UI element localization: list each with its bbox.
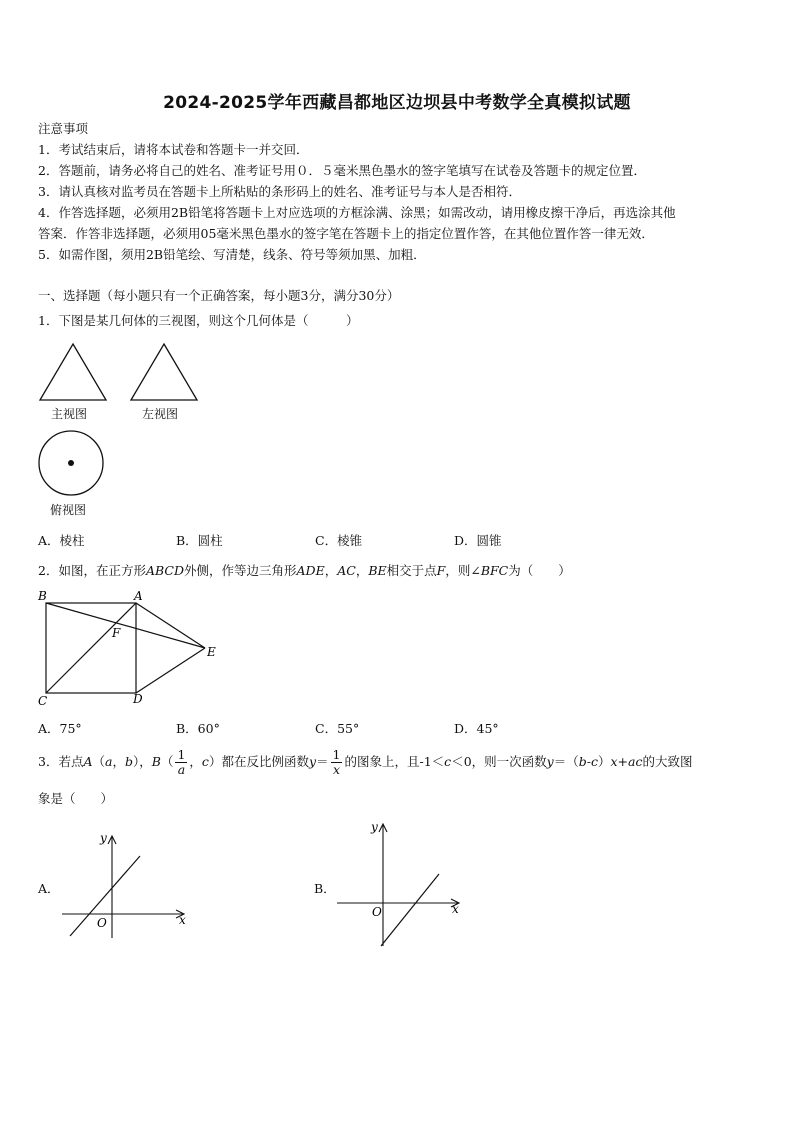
q2-option-d: D．45° bbox=[454, 721, 499, 736]
y-axis-label-b: y bbox=[371, 820, 378, 834]
note-item-5: 5．如需作图，须用2B铅笔绘、写清楚，线条、符号等须加黑、加粗． bbox=[38, 247, 426, 262]
q2-option-b: B．60° bbox=[176, 721, 220, 736]
left-view-label: 左视图 bbox=[142, 407, 179, 421]
section-heading: 一、选择题（每小题只有一个正确答案，每小题3分，满分30分） bbox=[38, 288, 400, 303]
graph-option-a bbox=[60, 830, 200, 945]
page-title: 2024-2025学年西藏昌都地区边坝县中考数学全真模拟试题 bbox=[163, 93, 631, 113]
square-triangle-diagram bbox=[30, 586, 230, 711]
q1-stem: 1．下图是某几何体的三视图，则这个几何体是（ ） bbox=[38, 313, 359, 328]
q3-stem: 3．若点A（a，b），B（ $\frac{1}{a}$ ，c）都在反比例函数y＝ $\frac{1}{x}$ 的图象上，且-1＜c＜0，则一次函数y＝（b-c）x+ac的大致图 bbox=[38, 747, 693, 777]
fraction-one-over-x: $\frac{1}{x}$ bbox=[332, 747, 341, 777]
q1-option-a: A．棱柱 bbox=[38, 533, 85, 548]
point-f-label: F bbox=[112, 626, 121, 640]
note-item-2: 2．答题前，请务必将自己的姓名、准考证号用０．５毫米黑色墨水的签字笔填写在试卷及答题卡的规定位置． bbox=[38, 163, 646, 178]
front-view-label: 主视图 bbox=[51, 407, 88, 421]
left-view-triangle bbox=[129, 342, 199, 402]
front-view-triangle bbox=[38, 342, 108, 402]
q1-option-b: B．圆柱 bbox=[176, 533, 223, 548]
note-item-4-cont: 答案．作答非选择题，必须用05毫米黑色墨水的签字笔在答题卡上的指定位置作答，在其他位置作答一律无效． bbox=[38, 226, 654, 241]
q1-option-c: C．棱锥 bbox=[315, 533, 363, 548]
notes-heading: 注意事项 bbox=[38, 121, 89, 136]
origin-label-b: O bbox=[372, 905, 382, 919]
note-item-1: 1．考试结束后，请将本试卷和答题卡一并交回． bbox=[38, 142, 309, 157]
note-item-4: 4．作答选择题，必须用2B铅笔将答题卡上对应选项的方框涂满、涂黑；如需改动，请用橡皮擦干净后，再选涂其他 bbox=[38, 205, 676, 220]
point-b-label: B bbox=[38, 589, 47, 603]
q3-option-a-label: A． bbox=[38, 881, 60, 896]
point-a-label: A bbox=[134, 589, 143, 603]
q2-stem: 2．如图，在正方形ABCD外侧，作等边三角形ADE，AC，BE相交于点F，则∠BFC为（ ） bbox=[38, 563, 571, 578]
q2-option-a: A．75° bbox=[38, 721, 82, 736]
point-e-label: E bbox=[207, 645, 216, 659]
point-c-label: C bbox=[38, 694, 48, 708]
top-view-circle bbox=[38, 430, 108, 500]
origin-label-a: O bbox=[97, 916, 107, 930]
top-view-label: 俯视图 bbox=[50, 503, 87, 517]
note-item-3: 3．请认真核对监考员在答题卡上所粘贴的条形码上的姓名、准考证号与本人是否相符． bbox=[38, 184, 521, 199]
q1-option-d: D．圆锥 bbox=[454, 533, 502, 548]
x-axis-label-b: x bbox=[452, 902, 459, 916]
fraction-one-over-a: $\frac{1}{a}$ bbox=[177, 747, 186, 777]
x-axis-label-a: x bbox=[179, 913, 186, 927]
y-axis-label-a: y bbox=[100, 831, 107, 845]
point-d-label: D bbox=[133, 692, 143, 706]
graph-option-b bbox=[335, 818, 475, 948]
q2-option-c: C．55° bbox=[315, 721, 360, 736]
q3-option-b-label: B． bbox=[314, 881, 336, 896]
q3-stem-cont: 象是（ ） bbox=[38, 791, 114, 806]
